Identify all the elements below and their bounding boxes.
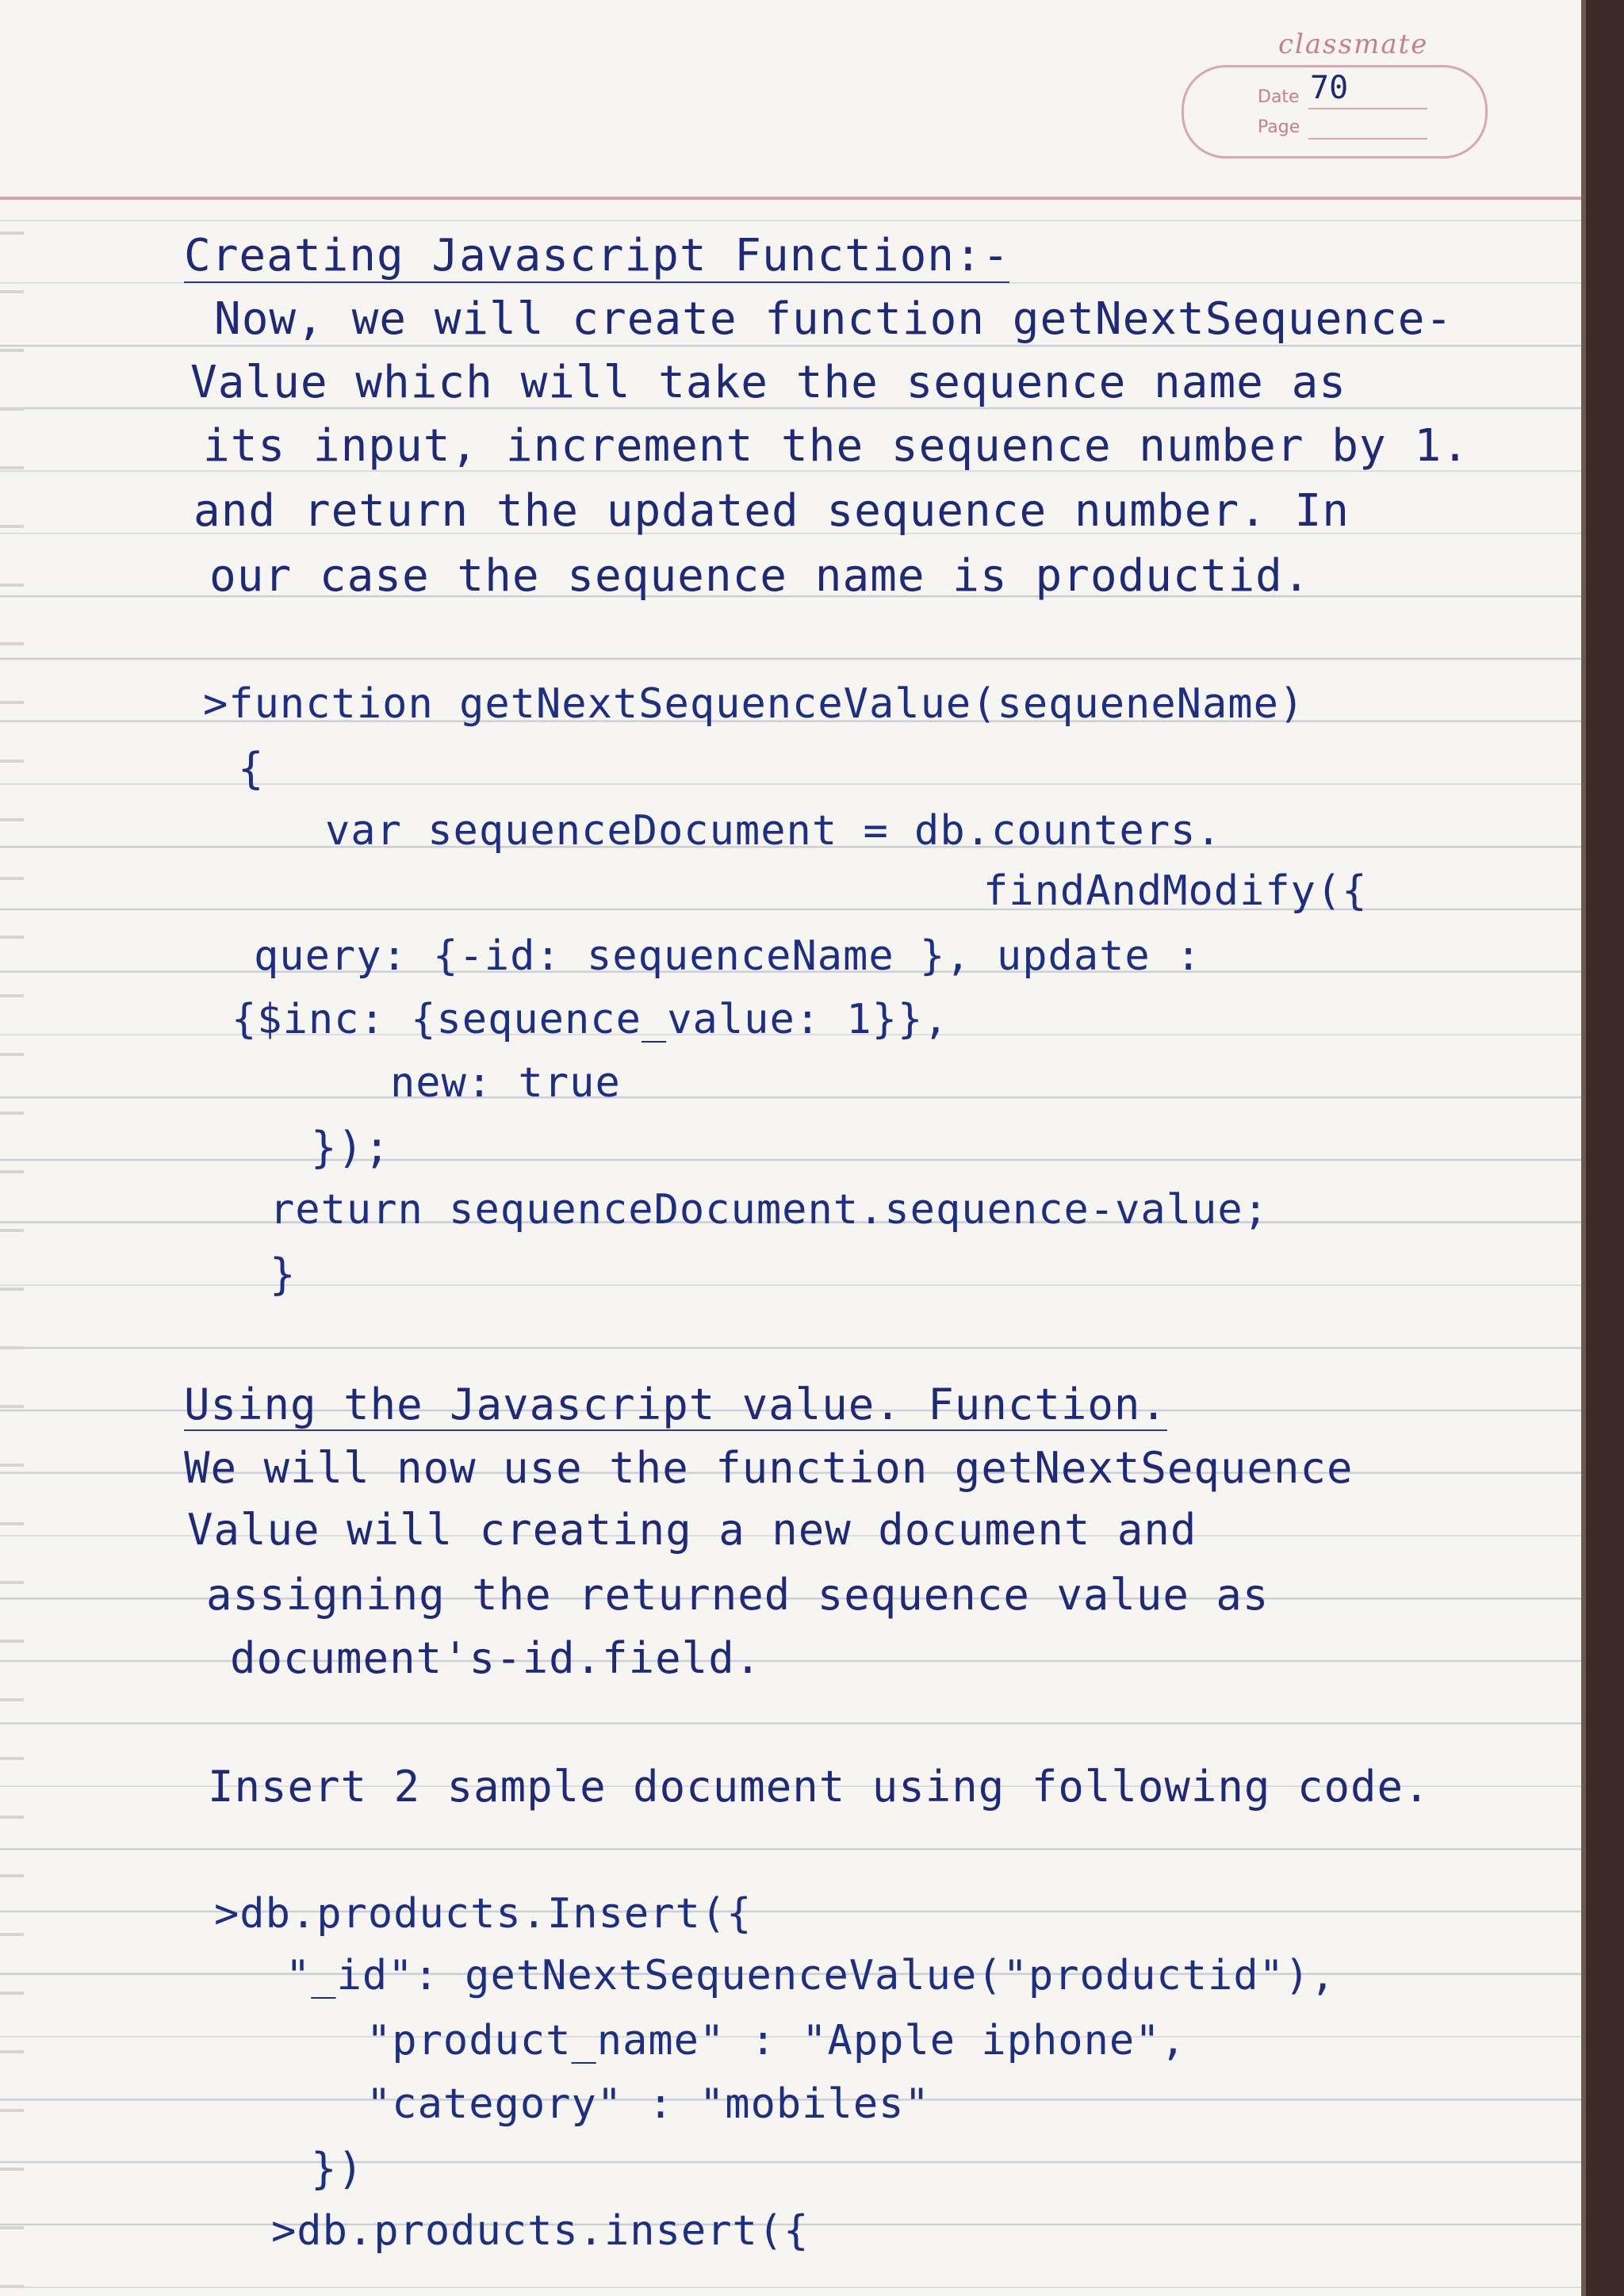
code2-line-3: "product_name" : "Apple iphone", (366, 2017, 1186, 2064)
margin-perforation (0, 0, 24, 2296)
notebook-binding (1586, 0, 1624, 2296)
code2-line-6: >db.products.insert({ (271, 2207, 810, 2255)
para1-line-5: our case the sequence name is productid. (209, 550, 1311, 602)
code1-line-7: new: true (390, 1059, 621, 1107)
para1-line-2: Value which will take the sequence name as (190, 357, 1347, 408)
code1-line-6: {$inc: {sequence_value: 1}}, (232, 996, 949, 1043)
header-rule (0, 197, 1586, 200)
code1-line-1: >function getNextSequenceValue(sequeneName) (203, 680, 1305, 728)
code1-line-10: } (270, 1249, 297, 1299)
code1-line-5: query: {-id: sequenceName }, update : (254, 932, 1202, 980)
code1-line-4: findAndModify({ (983, 867, 1368, 915)
code2-line-4: "category" : "mobiles" (366, 2080, 930, 2128)
code1-line-9: return sequenceDocument.sequence-value; (270, 1186, 1269, 1234)
date-label: Date (1258, 87, 1300, 107)
para1-line-4: and return the updated sequence number. In (193, 485, 1350, 537)
para2-line-2: Value will creating a new document and (187, 1505, 1197, 1555)
para2-line-3: assigning the returned sequence value as (206, 1570, 1270, 1620)
heading-using-function: Using the Javascript value. Function. (184, 1380, 1167, 1429)
para2-line-4: document's-id.field. (230, 1633, 762, 1683)
code2-line-1: >db.products.Insert({ (214, 1890, 753, 1938)
date-value: 70 (1310, 70, 1349, 106)
para1-line-1: Now, we will create function getNextSequence- (214, 293, 1454, 345)
heading-creating-function: Creating Javascript Function:- (184, 230, 1010, 281)
para3-line: Insert 2 sample document using following code. (208, 1762, 1431, 1812)
page-line (1308, 138, 1427, 140)
para1-line-3: its input, increment the sequence number by 1. (203, 420, 1469, 472)
code2-line-2: "_id": getNextSequenceValue("productid"), (285, 1952, 1336, 1999)
code1-line-2: { (238, 744, 265, 794)
code1-line-3: var sequenceDocument = db.counters. (325, 807, 1222, 855)
code1-line-8: }); (311, 1123, 391, 1173)
para2-line-1: We will now use the function getNextSequence (184, 1443, 1354, 1493)
date-line (1308, 108, 1427, 109)
brand-logo: classmate (1278, 29, 1429, 60)
code2-line-5: }) (311, 2144, 365, 2194)
page-label: Page (1258, 117, 1300, 137)
